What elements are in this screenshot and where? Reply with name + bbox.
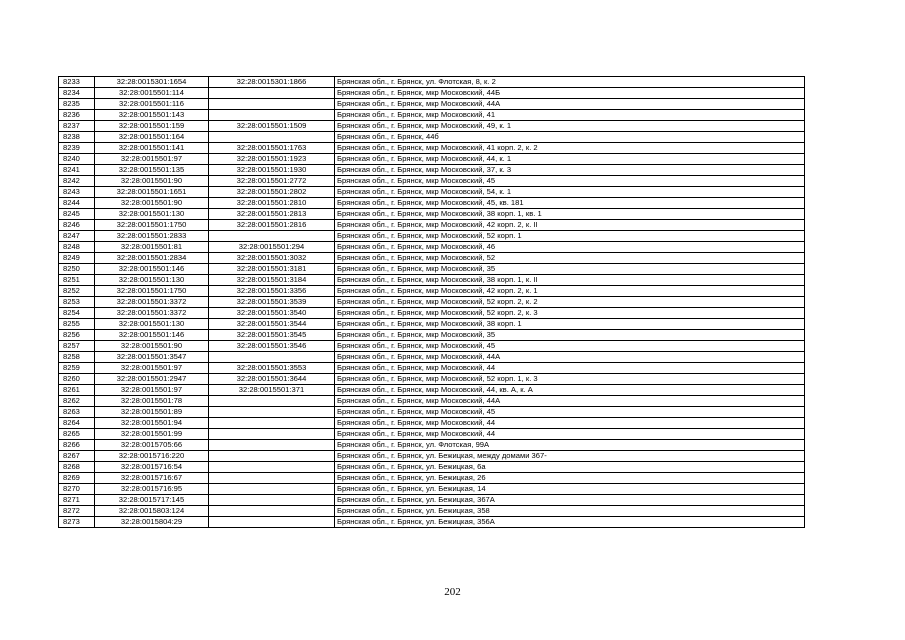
address-cell: Брянская обл., г. Брянск, мкр Московский, 49, к. 1 xyxy=(335,121,805,132)
related-cadastral-number-cell: 32:28:0015501:1930 xyxy=(209,165,335,176)
table-row xyxy=(59,165,805,176)
table-row xyxy=(59,187,805,198)
address-cell: Брянская обл., г. Брянск, ул. Бежицкая, 356А xyxy=(335,517,805,528)
row-number-cell: 8258 xyxy=(59,352,95,363)
row-number-cell: 8236 xyxy=(59,110,95,121)
table-row xyxy=(59,132,805,143)
address-cell: Брянская обл., г. Брянск, мкр Московский, 35 xyxy=(335,330,805,341)
related-cadastral-number-cell xyxy=(209,418,335,429)
related-cadastral-number-cell xyxy=(209,429,335,440)
row-number-cell: 8268 xyxy=(59,462,95,473)
table-row xyxy=(59,286,805,297)
cadastral-number-cell: 32:28:0015501:89 xyxy=(95,407,209,418)
address-cell: Брянская обл., г. Брянск, ул. Бежицкая, между домами 367- xyxy=(335,451,805,462)
table-row xyxy=(59,198,805,209)
address-cell: Брянская обл., г. Брянск, мкр Московский, 52 корп. 1 xyxy=(335,231,805,242)
address-cell: Брянская обл., г. Брянск, мкр Московский, 44, кв. А, к. А xyxy=(335,385,805,396)
table-row xyxy=(59,121,805,132)
row-number-cell: 8259 xyxy=(59,363,95,374)
related-cadastral-number-cell xyxy=(209,99,335,110)
address-cell: Брянская обл., г. Брянск, ул. Флотская, 8, к. 2 xyxy=(335,77,805,88)
table-row xyxy=(59,209,805,220)
table-row xyxy=(59,297,805,308)
address-cell: Брянская обл., г. Брянск, мкр Московский, 44А xyxy=(335,99,805,110)
row-number-cell: 8253 xyxy=(59,297,95,308)
address-cell: Брянская обл., г. Брянск, мкр Московский, 41 корп. 2, к. 2 xyxy=(335,143,805,154)
table-row xyxy=(59,231,805,242)
address-cell: Брянская обл., г. Брянск, 44б xyxy=(335,132,805,143)
related-cadastral-number-cell: 32:28:0015501:3539 xyxy=(209,297,335,308)
cadastral-number-cell: 32:28:0015501:114 xyxy=(95,88,209,99)
address-cell: Брянская обл., г. Брянск, мкр Московский, 45 xyxy=(335,407,805,418)
table-row xyxy=(59,506,805,517)
cadastral-number-cell: 32:28:0015501:90 xyxy=(95,176,209,187)
table-row xyxy=(59,374,805,385)
cadastral-number-cell: 32:28:0015501:81 xyxy=(95,242,209,253)
address-cell: Брянская обл., г. Брянск, мкр Московский, 44 xyxy=(335,418,805,429)
address-cell: Брянская обл., г. Брянск, мкр Московский, 45 xyxy=(335,176,805,187)
address-cell: Брянская обл., г. Брянск, мкр Московский, 44, к. 1 xyxy=(335,154,805,165)
cadastral-number-cell: 32:28:0015501:164 xyxy=(95,132,209,143)
cadastral-number-cell: 32:28:0015501:130 xyxy=(95,319,209,330)
cadastral-number-cell: 32:28:0015501:90 xyxy=(95,341,209,352)
row-number-cell: 8261 xyxy=(59,385,95,396)
table-row xyxy=(59,264,805,275)
table-row xyxy=(59,220,805,231)
row-number-cell: 8239 xyxy=(59,143,95,154)
cadastral-number-cell: 32:28:0015501:146 xyxy=(95,330,209,341)
related-cadastral-number-cell xyxy=(209,231,335,242)
row-number-cell: 8265 xyxy=(59,429,95,440)
cadastral-number-cell: 32:28:0015501:2834 xyxy=(95,253,209,264)
address-cell: Брянская обл., г. Брянск, мкр Московский, 38 корп. 1, кв. 1 xyxy=(335,209,805,220)
related-cadastral-number-cell xyxy=(209,352,335,363)
related-cadastral-number-cell xyxy=(209,110,335,121)
related-cadastral-number-cell: 32:28:0015501:1923 xyxy=(209,154,335,165)
related-cadastral-number-cell: 32:28:0015501:3553 xyxy=(209,363,335,374)
cadastral-number-cell: 32:28:0015705:66 xyxy=(95,440,209,451)
row-number-cell: 8240 xyxy=(59,154,95,165)
table-row xyxy=(59,451,805,462)
related-cadastral-number-cell: 32:28:0015501:3181 xyxy=(209,264,335,275)
related-cadastral-number-cell: 32:28:0015501:3546 xyxy=(209,341,335,352)
row-number-cell: 8234 xyxy=(59,88,95,99)
cadastral-number-cell: 32:28:0015501:90 xyxy=(95,198,209,209)
related-cadastral-number-cell: 32:28:0015501:2813 xyxy=(209,209,335,220)
related-cadastral-number-cell xyxy=(209,407,335,418)
row-number-cell: 8267 xyxy=(59,451,95,462)
table-row xyxy=(59,143,805,154)
table-row xyxy=(59,319,805,330)
row-number-cell: 8247 xyxy=(59,231,95,242)
table-row xyxy=(59,275,805,286)
table-row xyxy=(59,517,805,528)
cadastral-number-cell: 32:28:0015716:95 xyxy=(95,484,209,495)
cadastral-number-cell: 32:28:0015501:94 xyxy=(95,418,209,429)
address-cell: Брянская обл., г. Брянск, мкр Московский, 44 xyxy=(335,429,805,440)
cadastral-number-cell: 32:28:0015501:1651 xyxy=(95,187,209,198)
related-cadastral-number-cell: 32:28:0015501:3032 xyxy=(209,253,335,264)
cadastral-number-cell: 32:28:0015501:159 xyxy=(95,121,209,132)
related-cadastral-number-cell: 32:28:0015501:3644 xyxy=(209,374,335,385)
address-cell: Брянская обл., г. Брянск, мкр Московский, 44 xyxy=(335,363,805,374)
address-cell: Брянская обл., г. Брянск, ул. Бежицкая, 358 xyxy=(335,506,805,517)
cadastral-table-body xyxy=(59,77,805,528)
row-number-cell: 8245 xyxy=(59,209,95,220)
row-number-cell: 8242 xyxy=(59,176,95,187)
cadastral-number-cell: 32:28:0015501:116 xyxy=(95,99,209,110)
table-row xyxy=(59,484,805,495)
cadastral-number-cell: 32:28:0015501:2833 xyxy=(95,231,209,242)
cadastral-number-cell: 32:28:0015501:3372 xyxy=(95,297,209,308)
related-cadastral-number-cell: 32:28:0015301:1866 xyxy=(209,77,335,88)
related-cadastral-number-cell: 32:28:0015501:3184 xyxy=(209,275,335,286)
row-number-cell: 8272 xyxy=(59,506,95,517)
cadastral-number-cell: 32:28:0015501:1750 xyxy=(95,220,209,231)
cadastral-number-cell: 32:28:0015803:124 xyxy=(95,506,209,517)
cadastral-number-cell: 32:28:0015501:3547 xyxy=(95,352,209,363)
row-number-cell: 8243 xyxy=(59,187,95,198)
address-cell: Брянская обл., г. Брянск, мкр Московский, 41 xyxy=(335,110,805,121)
related-cadastral-number-cell xyxy=(209,88,335,99)
cadastral-number-cell: 32:28:0015501:2947 xyxy=(95,374,209,385)
related-cadastral-number-cell xyxy=(209,495,335,506)
row-number-cell: 8257 xyxy=(59,341,95,352)
row-number-cell: 8249 xyxy=(59,253,95,264)
related-cadastral-number-cell xyxy=(209,484,335,495)
table-row xyxy=(59,396,805,407)
row-number-cell: 8255 xyxy=(59,319,95,330)
row-number-cell: 8263 xyxy=(59,407,95,418)
address-cell: Брянская обл., г. Брянск, ул. Бежицкая, 26 xyxy=(335,473,805,484)
related-cadastral-number-cell: 32:28:0015501:1763 xyxy=(209,143,335,154)
related-cadastral-number-cell xyxy=(209,517,335,528)
table-row xyxy=(59,330,805,341)
table-row xyxy=(59,99,805,110)
table-row xyxy=(59,352,805,363)
table-row xyxy=(59,385,805,396)
address-cell: Брянская обл., г. Брянск, мкр Московский, 45 xyxy=(335,341,805,352)
address-cell: Брянская обл., г. Брянск, мкр Московский, 42 корп. 2, к. II xyxy=(335,220,805,231)
row-number-cell: 8238 xyxy=(59,132,95,143)
cadastral-number-cell: 32:28:0015501:143 xyxy=(95,110,209,121)
address-cell: Брянская обл., г. Брянск, мкр Московский, 52 корп. 1, к. 3 xyxy=(335,374,805,385)
cadastral-number-cell: 32:28:0015716:220 xyxy=(95,451,209,462)
table-row xyxy=(59,341,805,352)
address-cell: Брянская обл., г. Брянск, мкр Московский, 52 корп. 2, к. 3 xyxy=(335,308,805,319)
address-cell: Брянская обл., г. Брянск, мкр Московский, 42 корп. 2, к. 1 xyxy=(335,286,805,297)
cadastral-number-cell: 32:28:0015501:97 xyxy=(95,154,209,165)
row-number-cell: 8248 xyxy=(59,242,95,253)
cadastral-number-cell: 32:28:0015501:1750 xyxy=(95,286,209,297)
table-row xyxy=(59,429,805,440)
related-cadastral-number-cell xyxy=(209,451,335,462)
related-cadastral-number-cell xyxy=(209,473,335,484)
related-cadastral-number-cell: 32:28:0015501:371 xyxy=(209,385,335,396)
related-cadastral-number-cell: 32:28:0015501:2810 xyxy=(209,198,335,209)
related-cadastral-number-cell: 32:28:0015501:2772 xyxy=(209,176,335,187)
row-number-cell: 8271 xyxy=(59,495,95,506)
row-number-cell: 8233 xyxy=(59,77,95,88)
address-cell: Брянская обл., г. Брянск, ул. Флотская, 99А xyxy=(335,440,805,451)
address-cell: Брянская обл., г. Брянск, ул. Бежицкая, 367А xyxy=(335,495,805,506)
address-cell: Брянская обл., г. Брянск, мкр Московский, 52 корп. 2, к. 2 xyxy=(335,297,805,308)
table-row xyxy=(59,77,805,88)
cadastral-number-cell: 32:28:0015717:145 xyxy=(95,495,209,506)
table-row xyxy=(59,418,805,429)
table-row xyxy=(59,176,805,187)
row-number-cell: 8264 xyxy=(59,418,95,429)
row-number-cell: 8250 xyxy=(59,264,95,275)
address-cell: Брянская обл., г. Брянск, мкр Московский, 46 xyxy=(335,242,805,253)
row-number-cell: 8266 xyxy=(59,440,95,451)
table-row xyxy=(59,154,805,165)
table-row xyxy=(59,308,805,319)
cadastral-number-cell: 32:28:0015501:146 xyxy=(95,264,209,275)
cadastral-number-cell: 32:28:0015716:54 xyxy=(95,462,209,473)
cadastral-number-cell: 32:28:0015501:130 xyxy=(95,275,209,286)
address-cell: Брянская обл., г. Брянск, мкр Московский, 35 xyxy=(335,264,805,275)
cadastral-number-cell: 32:28:0015501:135 xyxy=(95,165,209,176)
address-cell: Брянская обл., г. Брянск, ул. Бежицкая, 6а xyxy=(335,462,805,473)
related-cadastral-number-cell: 32:28:0015501:2816 xyxy=(209,220,335,231)
related-cadastral-number-cell: 32:28:0015501:3540 xyxy=(209,308,335,319)
cadastral-number-cell: 32:28:0015501:3372 xyxy=(95,308,209,319)
address-cell: Брянская обл., г. Брянск, мкр Московский, 52 xyxy=(335,253,805,264)
cadastral-number-cell: 32:28:0015716:67 xyxy=(95,473,209,484)
cadastral-number-cell: 32:28:0015501:97 xyxy=(95,385,209,396)
cadastral-number-cell: 32:28:0015301:1654 xyxy=(95,77,209,88)
table-row xyxy=(59,407,805,418)
related-cadastral-number-cell: 32:28:0015501:1509 xyxy=(209,121,335,132)
cadastral-number-cell: 32:28:0015501:78 xyxy=(95,396,209,407)
page-number: 202 xyxy=(444,586,461,598)
cadastral-number-cell: 32:28:0015501:97 xyxy=(95,363,209,374)
related-cadastral-number-cell xyxy=(209,440,335,451)
table-row xyxy=(59,495,805,506)
cadastral-number-cell: 32:28:0015501:99 xyxy=(95,429,209,440)
cadastral-number-cell: 32:28:0015501:130 xyxy=(95,209,209,220)
related-cadastral-number-cell: 32:28:0015501:3545 xyxy=(209,330,335,341)
row-number-cell: 8235 xyxy=(59,99,95,110)
address-cell: Брянская обл., г. Брянск, мкр Московский, 44Б xyxy=(335,88,805,99)
related-cadastral-number-cell: 32:28:0015501:294 xyxy=(209,242,335,253)
table-row xyxy=(59,242,805,253)
cadastral-table xyxy=(58,76,805,528)
address-cell: Брянская обл., г. Брянск, мкр Московский, 54, к. 1 xyxy=(335,187,805,198)
row-number-cell: 8244 xyxy=(59,198,95,209)
related-cadastral-number-cell xyxy=(209,396,335,407)
table-row xyxy=(59,88,805,99)
table-row xyxy=(59,253,805,264)
row-number-cell: 8270 xyxy=(59,484,95,495)
row-number-cell: 8273 xyxy=(59,517,95,528)
table-row xyxy=(59,110,805,121)
row-number-cell: 8251 xyxy=(59,275,95,286)
row-number-cell: 8254 xyxy=(59,308,95,319)
cadastral-number-cell: 32:28:0015501:141 xyxy=(95,143,209,154)
related-cadastral-number-cell xyxy=(209,132,335,143)
address-cell: Брянская обл., г. Брянск, мкр Московский, 44А xyxy=(335,352,805,363)
table-row xyxy=(59,462,805,473)
address-cell: Брянская обл., г. Брянск, мкр Московский, 45, кв. 181 xyxy=(335,198,805,209)
row-number-cell: 8241 xyxy=(59,165,95,176)
address-cell: Брянская обл., г. Брянск, мкр Московский, 38 корп. 1 xyxy=(335,319,805,330)
address-cell: Брянская обл., г. Брянск, мкр Московский, 44А xyxy=(335,396,805,407)
related-cadastral-number-cell xyxy=(209,462,335,473)
related-cadastral-number-cell: 32:28:0015501:3544 xyxy=(209,319,335,330)
address-cell: Брянская обл., г. Брянск, мкр Московский, 38 корп. 1, к. II xyxy=(335,275,805,286)
row-number-cell: 8260 xyxy=(59,374,95,385)
related-cadastral-number-cell: 32:28:0015501:3356 xyxy=(209,286,335,297)
cadastral-number-cell: 32:28:0015804:29 xyxy=(95,517,209,528)
row-number-cell: 8237 xyxy=(59,121,95,132)
address-cell: Брянская обл., г. Брянск, мкр Московский, 37, к. 3 xyxy=(335,165,805,176)
related-cadastral-number-cell: 32:28:0015501:2802 xyxy=(209,187,335,198)
table-row xyxy=(59,440,805,451)
row-number-cell: 8269 xyxy=(59,473,95,484)
row-number-cell: 8246 xyxy=(59,220,95,231)
row-number-cell: 8262 xyxy=(59,396,95,407)
related-cadastral-number-cell xyxy=(209,506,335,517)
table-row xyxy=(59,363,805,374)
address-cell: Брянская обл., г. Брянск, ул. Бежицкая, 14 xyxy=(335,484,805,495)
row-number-cell: 8252 xyxy=(59,286,95,297)
table-row xyxy=(59,473,805,484)
row-number-cell: 8256 xyxy=(59,330,95,341)
